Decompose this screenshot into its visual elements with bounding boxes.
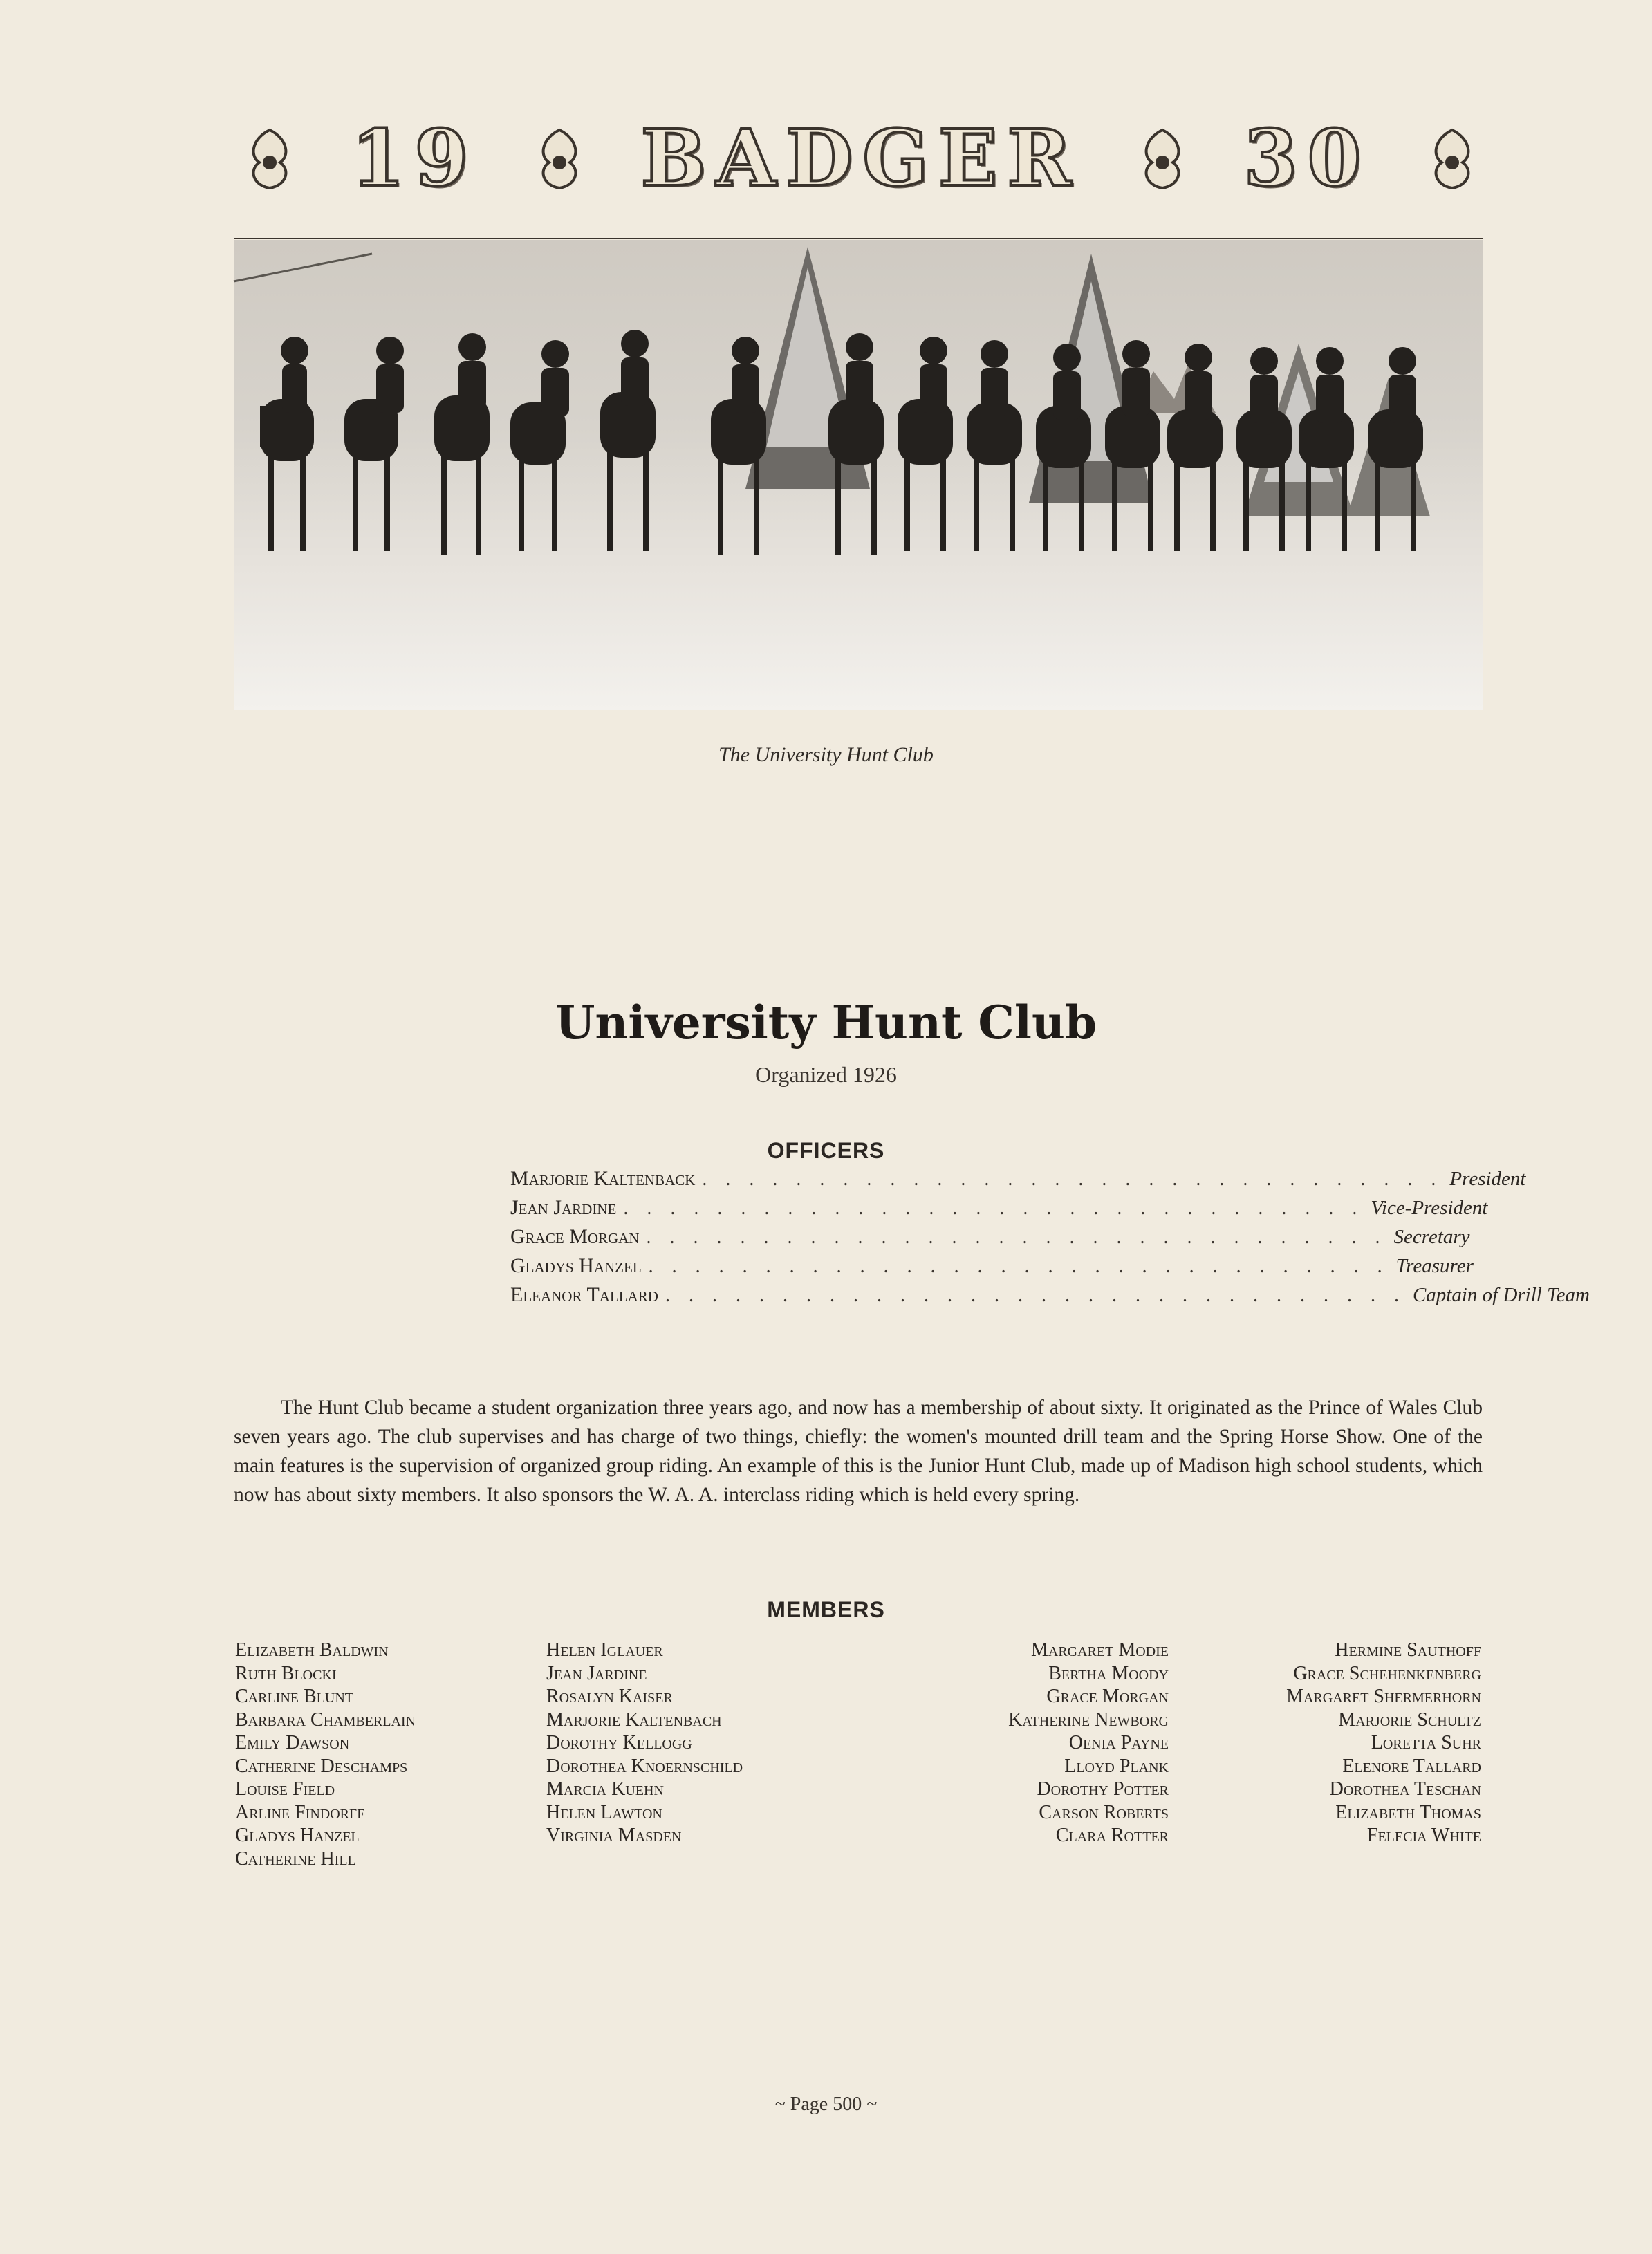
officer-row [510,1167,1526,1196]
member-name: Dorothy Potter [1037,1778,1169,1800]
member-name: Marjorie Schultz [1338,1708,1481,1731]
leader-dots: . . . . . . . . . . . . . . . . . . . . . . . . . . . . . . . . [648,1256,1389,1277]
officer-role: Treasurer [1395,1255,1474,1277]
officer-role: Vice-President [1371,1197,1488,1219]
member-name: Clara Rotter [1055,1825,1169,1846]
member-name: Catherine Deschamps [235,1755,408,1777]
officer-row [510,1283,1590,1312]
member-name: Helen Lawton [546,1801,662,1823]
officer-name: Jean Jardine [510,1196,617,1219]
member-name: Oenia Payne [1068,1732,1169,1753]
member-name: Felecia White [1366,1825,1481,1846]
member-name: Louise Field [235,1778,335,1800]
photo-caption: The University Hunt Club [718,743,934,766]
member-name: Marcia Kuehn [546,1778,664,1800]
member-name: Helen Iglauer [546,1639,663,1661]
member-name: Margaret Shermerhorn [1286,1686,1481,1707]
member-name: Elenore Tallard [1342,1755,1481,1777]
page-title: University Hunt Club [555,996,1097,1050]
member-name: Grace Morgan [1046,1686,1169,1707]
hunt-club-photo [234,240,1483,710]
masthead [239,113,1483,204]
member-name: Carson Roberts [1039,1801,1169,1823]
member-name: Dorothy Kellogg [546,1732,692,1753]
member-name: Margaret Modie [1031,1639,1169,1661]
page-number: ~ Page 500 ~ [774,2094,878,2115]
member-name: Elizabeth Baldwin [235,1639,389,1661]
member-name: Hermine Sauthoff [1335,1639,1481,1661]
officer-name: Gladys Hanzel [510,1254,642,1277]
members-column-2 [546,1639,743,1847]
members-column-1 [235,1639,416,1870]
ornament-icon [1421,124,1483,194]
officers-list [510,1167,1590,1312]
ornament-icon [528,124,591,194]
member-name: Catherine Hill [235,1847,356,1870]
masthead-rule [234,238,1483,239]
officer-row [510,1254,1474,1283]
officer-name: Eleanor Tallard [510,1283,658,1306]
member-name: Virginia Masden [546,1825,682,1846]
members-heading: MEMBERS [767,1597,885,1622]
member-name: Bertha Moody [1048,1662,1169,1684]
officer-name: Grace Morgan [510,1225,640,1248]
member-name: Marjorie Kaltenbach [546,1708,722,1731]
masthead-word: BADGER [640,113,1082,204]
officer-role: Secretary [1393,1226,1470,1248]
officer-role: President [1449,1168,1526,1190]
leader-dots: . . . . . . . . . . . . . . . . . . . . . . . . . . . . . . . . [623,1198,1364,1219]
member-name: Dorothea Teschan [1329,1778,1481,1800]
member-name: Arline Findorff [235,1801,365,1823]
club-description: The Hunt Club became a student organization three years ago, and now has a membership of about sixty. It originated as the Prince of Wales Club seven years ago. The club supervises and has charge of two things, chiefly: the women's mounted drill team and the Spring Horse Show. One of the main features is the supervision of organized group riding. An example of this is the Junior Hunt Club, made up of Madison high school students, which now has about sixty members. It also sponsors the W. A. A. interclass riding which is held every spring. [234,1396,1483,1506]
member-name: Ruth Blocki [235,1662,337,1684]
officer-row [510,1196,1488,1225]
leader-dots: . . . . . . . . . . . . . . . . . . . . . . . . . . . . . . . . [646,1227,1387,1248]
officers-heading: OFFICERS [767,1138,885,1163]
masthead-year-right: 30 [1243,113,1371,204]
member-name: Katherine Newborg [1008,1708,1169,1731]
member-name: Jean Jardine [546,1662,647,1684]
officer-role: Captain of Drill Team [1412,1284,1590,1306]
leader-dots: . . . . . . . . . . . . . . . . . . . . . . . . . . . . . . . . [665,1285,1406,1306]
member-name: Emily Dawson [235,1732,350,1753]
members-column-3 [892,1639,1169,1847]
member-name: Loretta Suhr [1371,1732,1481,1753]
member-name: Barbara Chamberlain [235,1708,416,1731]
member-name: Rosalyn Kaiser [546,1686,673,1707]
ornament-icon [1131,124,1194,194]
member-name: Dorothea Knoernschild [546,1755,743,1777]
member-name: Elizabeth Thomas [1335,1801,1481,1823]
organized-date: Organized 1926 [755,1062,897,1087]
leader-dots: . . . . . . . . . . . . . . . . . . . . . . . . . . . . . . . . [702,1168,1443,1190]
officer-row [510,1225,1470,1254]
ornament-icon [239,124,301,194]
member-name: Lloyd Plank [1064,1755,1169,1777]
riders-in-snow-image [234,240,1483,710]
member-name: Grace Schehenkenberg [1293,1662,1481,1684]
members-column-4 [1205,1639,1481,1847]
officer-name: Marjorie Kaltenback [510,1167,696,1190]
masthead-year-left: 19 [351,113,479,204]
member-name: Carline Blunt [235,1686,353,1707]
member-name: Gladys Hanzel [235,1825,360,1846]
